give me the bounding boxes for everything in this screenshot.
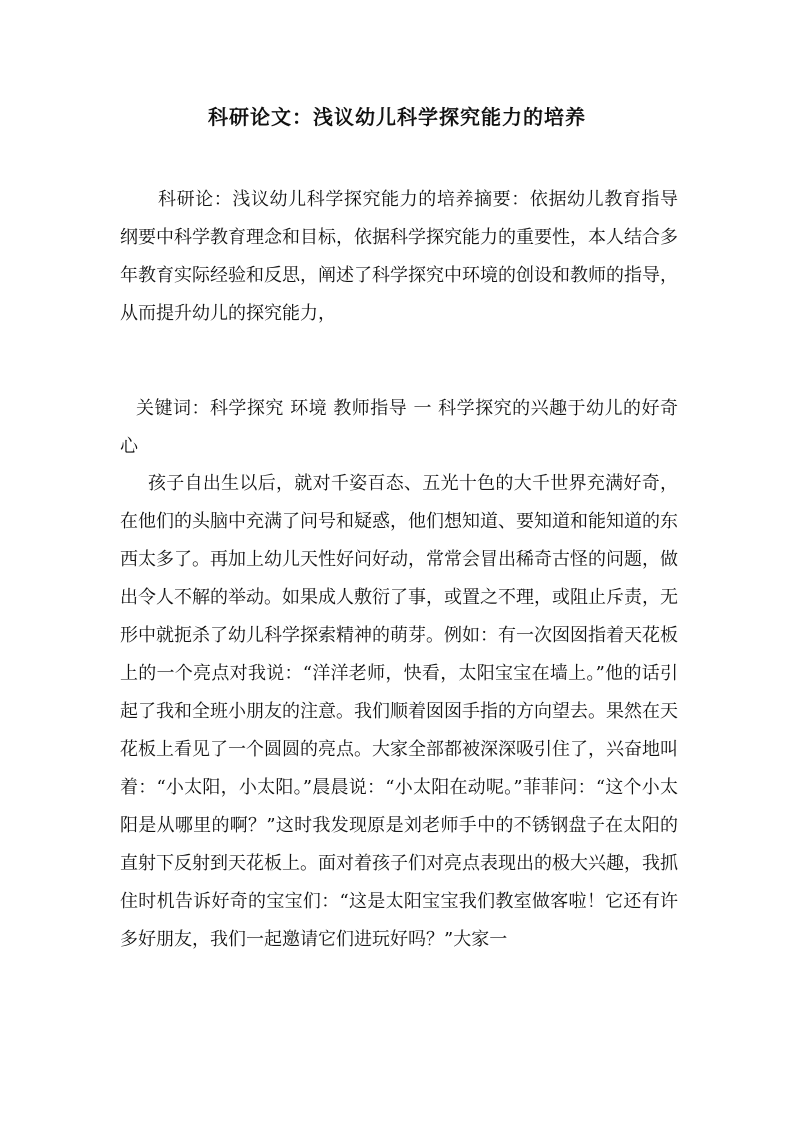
keywords-paragraph: 关键词：科学探究 环境 教师指导 一 科学探究的兴趣于幼儿的好奇心: [120, 398, 678, 457]
body-paragraph: 孩子自出生以后，就对千姿百态、五光十色的大千世界充满好奇，在他们的头脑中充满了问号和疑惑，他们想知道、要知道和能知道的东西太多了。再加上幼儿天性好问好动，常常会冒出稀奇古怪的问题，做出令人不解的举动。如果成人敷衍了事，或置之不理，或阻止斥责，无形中就扼杀了幼儿科学探索精神的萌芽。例如：有一次囡囡指着天花板上的一个亮点对我说：“洋洋老师，快看，太阳宝宝在墙上。”他的话引起了我和全班小朋友的注意。我们顺着囡囡手指的方向望去。果然在天花板上看见了一个圆圆的亮点。大家全部都被深深吸引住了，兴奋地叫着：“小太阳，小太阳。”晨晨说：“小太阳在动呢。”菲菲问：“这个小太阳是从哪里的啊？”这时我发现原是刘老师手中的不锈钢盘子在太阳的直射下反射到天花板上。面对着孩子们对亮点表现出的极大兴趣，我抓住时机告诉好奇的宝宝们：“这是太阳宝宝我们教室做客啦！它还有许多好朋友，我们一起邀请它们进玩好吗？”大家一: [120, 473, 678, 950]
document-title: 科研论文：浅议幼儿科学探究能力的培养: [208, 105, 586, 129]
abstract-paragraph: 科研论：浅议幼儿科学探究能力的培养摘要：依据幼儿教育指导纲要中科学教育理念和目标，依据科学探究能力的重要性，本人结合多年教育实际经验和反思，阐述了科学探究中环境的创设和教师的指导，从而提升幼儿的探究能力，: [120, 189, 678, 324]
